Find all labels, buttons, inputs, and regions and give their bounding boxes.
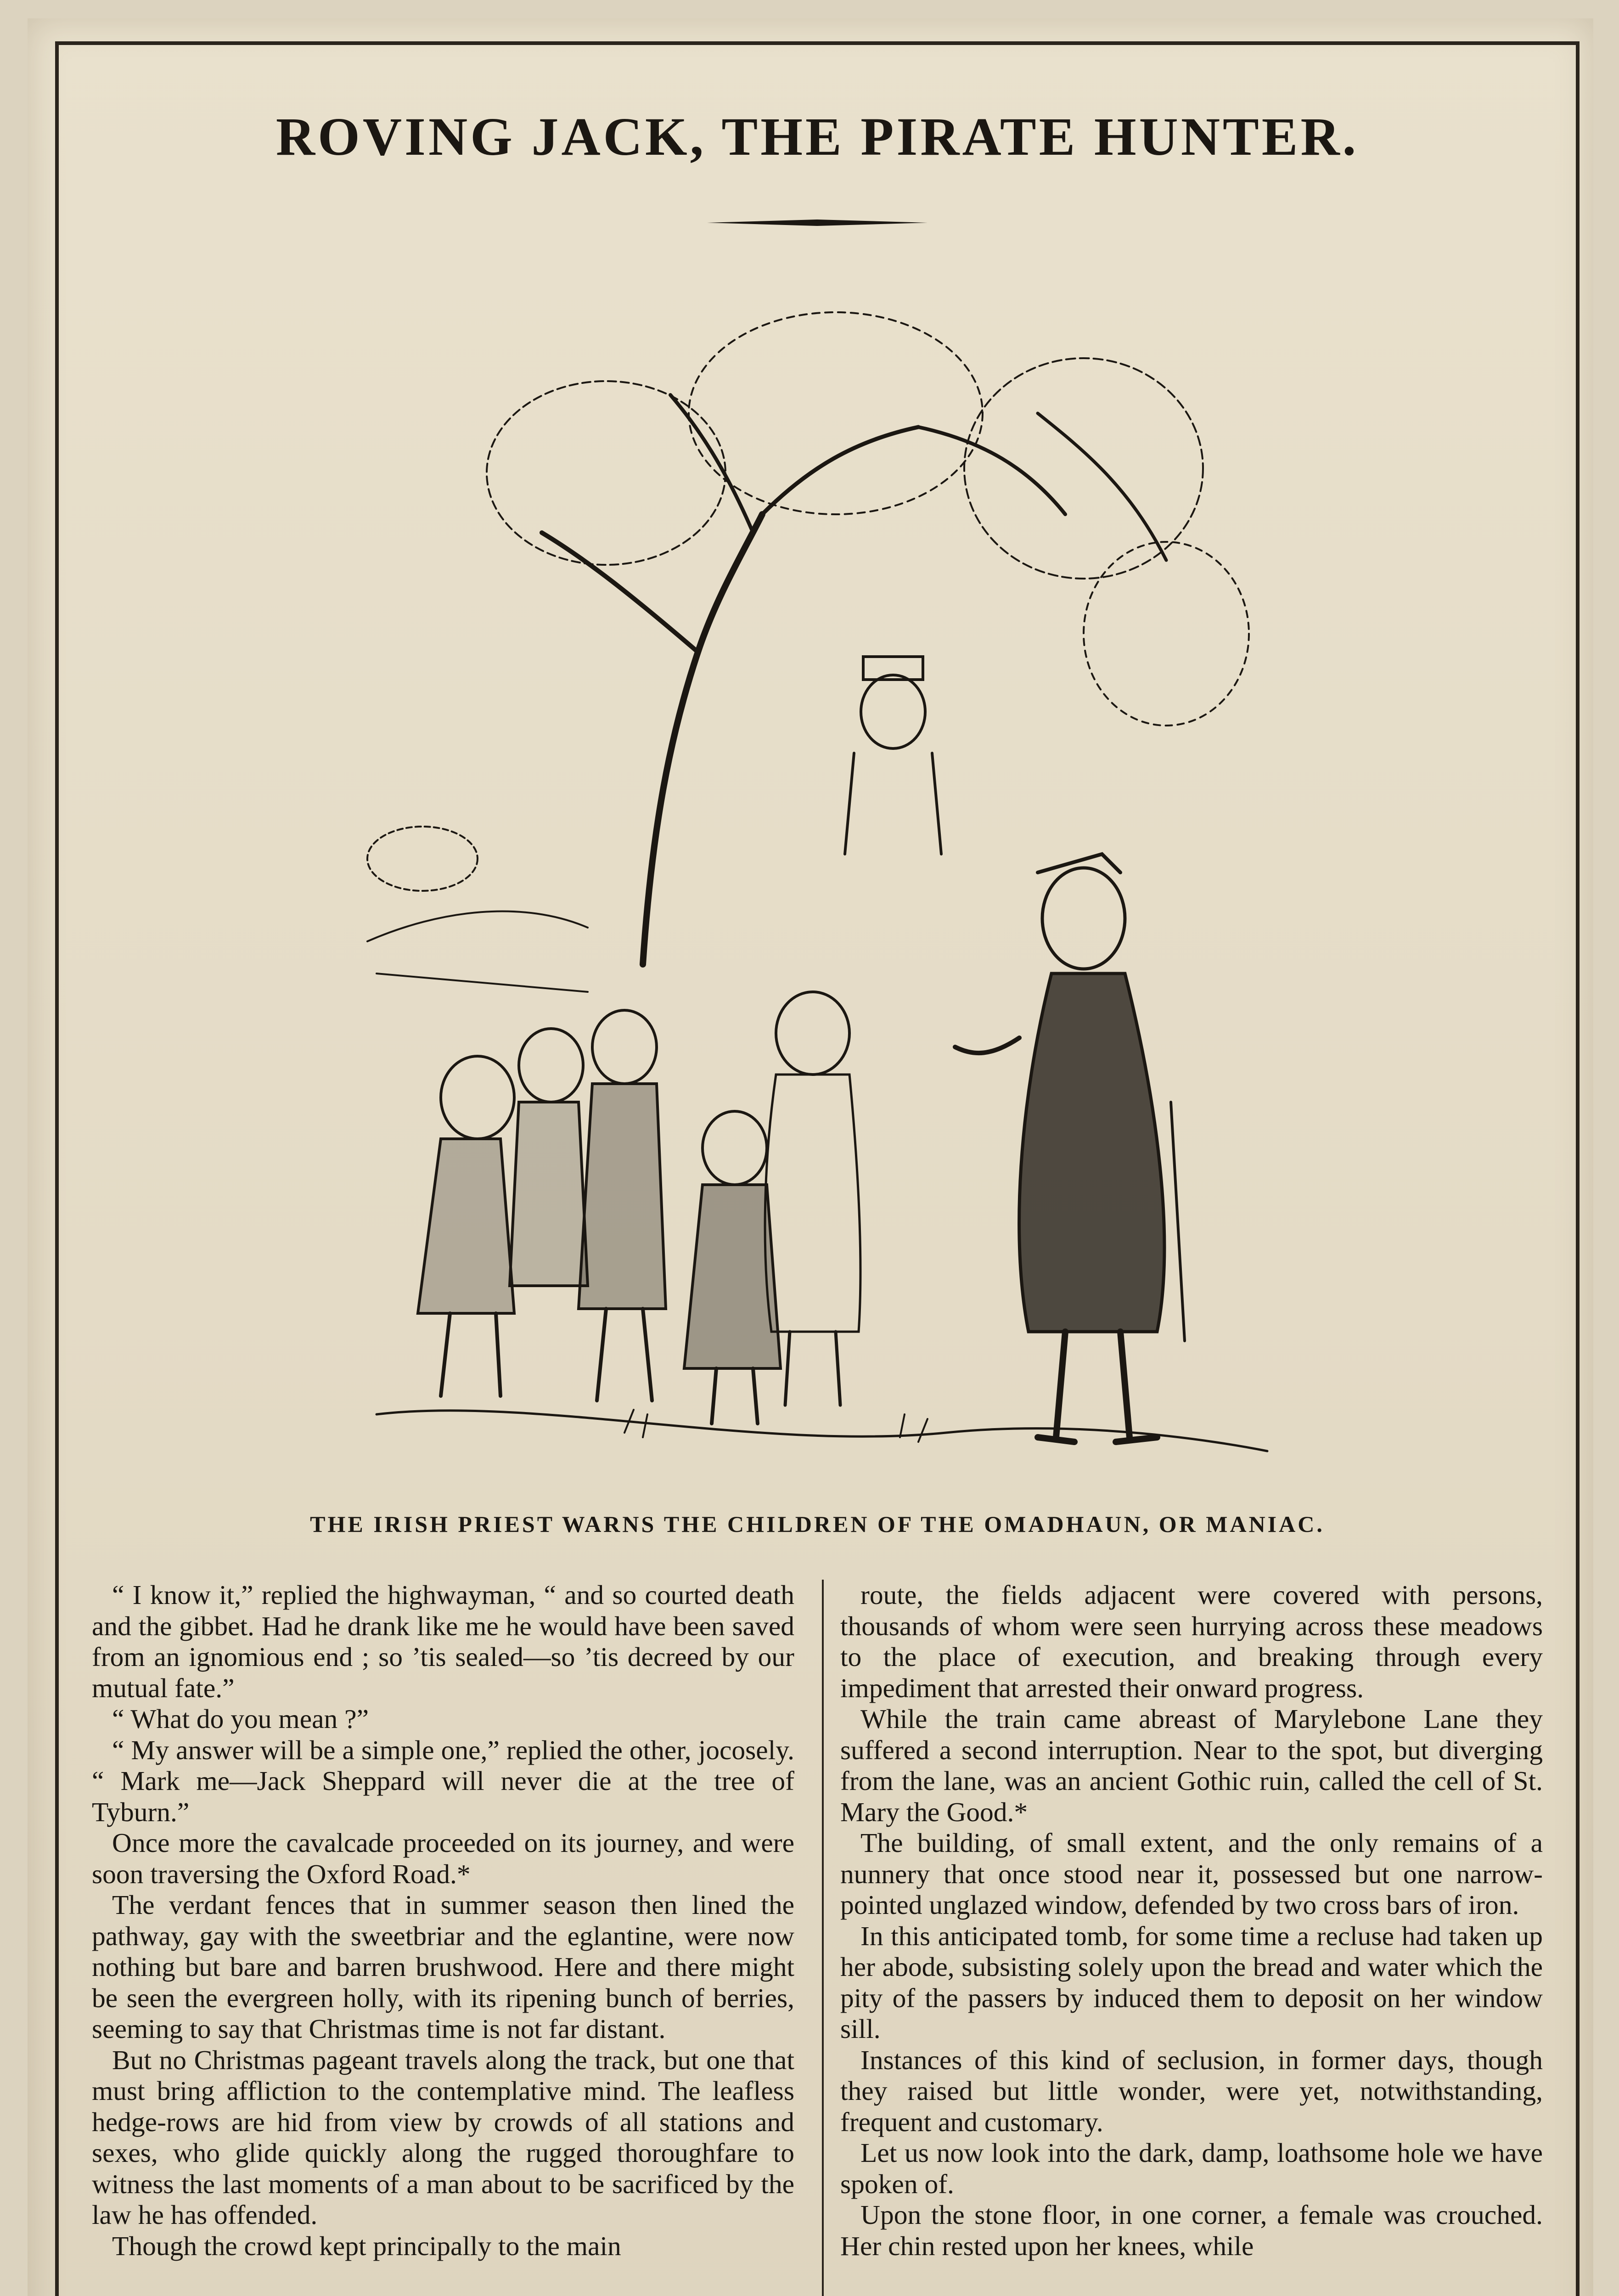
page-title: ROVING JACK, THE PIRATE HUNTER.	[275, 107, 1359, 167]
paragraph: While the train came abreast of Marylebone Lane they suffered a second interruption. Near to the spot, but diverging from the lane, was an ancient Gothic ruin, called the cell of St. Mary the Good.*	[840, 1704, 1543, 1827]
paragraph: Instances of this kind of seclusion, in former days, though they raised but little wonder, were yet, notwithstanding, frequent and customary.	[840, 2044, 1543, 2137]
paragraph: But no Christmas pageant travels along the track, but one that must bring affliction to the contemplative mind. The leafless hedge-rows are hid from view by crowds of all stations and sexes, who glide quickly along the rugged thoroughfare to witness the last moments of a man about to be sacrificed by the law he has offended.	[92, 2044, 794, 2230]
illustration-caption: THE IRISH PRIEST WARNS THE CHILDREN OF THE OMADHAUN, OR MANIAC.	[310, 1511, 1325, 1537]
paragraph: Once more the cavalcade proceeded on its journey, and were soon traversing the Oxford Road.*	[92, 1828, 794, 1889]
column-divider	[822, 1580, 824, 2296]
left-text-column	[92, 1580, 794, 2262]
paragraph: Though the crowd kept principally to the main	[112, 2230, 621, 2261]
right-text-column	[840, 1580, 1543, 2262]
paragraph: “ I know it,” replied the highwayman, “ and so courted death and the gibbet. Had he drank like me he would have been saved from an ignomious end ; so ’tis sealed—so ’tis decreed by our mutual fate.”	[92, 1580, 794, 1703]
title-ornament-rule	[707, 219, 928, 226]
paragraph: In this anticipated tomb, for some time a recluse had taken up her abode, subsisting solely upon the bread and water which the pity of the passers by induced them to deposit on her window sill.	[840, 1920, 1543, 2044]
engraving-illustration	[349, 276, 1286, 1469]
paragraph: Upon the stone floor, in one corner, a female was crouched. Her chin rested upon her knees, while	[840, 2200, 1543, 2261]
paragraph: “ What do you mean ?”	[112, 1704, 369, 1734]
paragraph: “ My answer will be a simple one,” replied the other, jocosely. “ Mark me—Jack Sheppard will never die at the tree of Tyburn.”	[92, 1734, 794, 1827]
paragraph: Let us now look into the dark, damp, loathsome hole we have spoken of.	[840, 2138, 1543, 2199]
paragraph: The building, of small extent, and the only remains of a nunnery that once stood near it, possessed but one narrow-pointed unglazed window, defended by two cross bars of iron.	[840, 1828, 1543, 1920]
paragraph: The verdant fences that in summer season then lined the pathway, gay with the sweetbriar and the eglantine, were now nothing but bare and barren brushwood. Here and there might be seen the evergreen holly, with its ripening bunch of berries, seeming to say that Christmas time is not far distant.	[92, 1890, 794, 2044]
paragraph: route, the fields adjacent were covered with persons, thousands of whom were seen hurrying across these meadows to the place of execution, and breaking through every impediment that arrested their onward progress.	[840, 1580, 1543, 1703]
